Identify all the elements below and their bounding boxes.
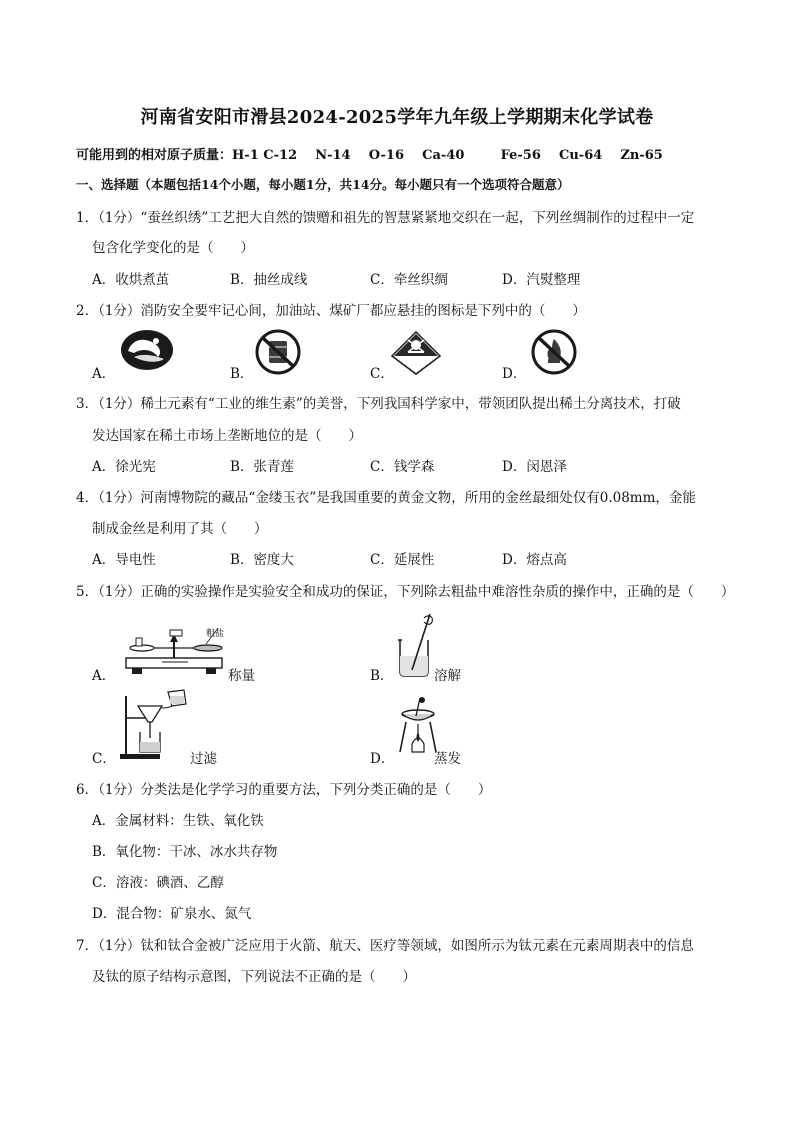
question-7-text: 7．（1分）钛和钛合金被广泛应用于火箭、航天、医疗等领域，如图所示为钛元素在元素周期表中的信息 xyxy=(76,938,694,954)
q5-option-c[interactable]: C． xyxy=(92,751,116,767)
q1-option-b[interactable]: B．抽丝成线 xyxy=(230,272,308,288)
q1-option-d[interactable]: D．汽熨整理 xyxy=(502,272,581,288)
q4-option-a[interactable]: A．导电性 xyxy=(92,552,156,568)
q3-option-b[interactable]: B．张青莲 xyxy=(230,459,294,475)
q5-caption-a: 称量 xyxy=(228,668,255,684)
q5-caption-d: 蒸发 xyxy=(434,751,461,767)
q2-option-c[interactable]: C． xyxy=(370,366,394,382)
question-5-text: 5．（1分）正确的实验操作是实验安全和成功的保证，下列除去粗盐中难溶性杂质的操作中，正确的是（ ） xyxy=(76,584,735,600)
section-heading: 一、选择题（本题包括14个小题，每小题1分，共14分。每小题只有一个选项符合题意） xyxy=(76,177,570,192)
mass-item: N-14 xyxy=(315,148,351,163)
q2-option-a[interactable]: A． xyxy=(92,366,116,382)
q3-option-c[interactable]: C．钱学森 xyxy=(370,459,435,475)
q2-option-b[interactable]: B． xyxy=(230,366,254,382)
q5-caption-c: 过滤 xyxy=(190,751,217,767)
mass-item: O-16 xyxy=(368,148,405,163)
q1-option-c[interactable]: C．牵丝织绸 xyxy=(370,272,448,288)
q2-option-d[interactable]: D． xyxy=(502,366,527,382)
q5-option-a[interactable]: A． xyxy=(92,668,116,684)
mass-item: Fe-56 xyxy=(500,148,541,163)
question-3-text: 3．（1分）稀土元素有“工业的维生素”的美誉，下列我国科学家中，带领团队提出稀土分离技术，打破 xyxy=(76,396,681,412)
evaporation-setup-icon xyxy=(396,696,440,760)
q6-option-b[interactable]: B．氧化物：干冰、冰水共存物 xyxy=(92,844,278,860)
question-4-text: 4．（1分）河南博物院的藏品“金缕玉衣”是我国重要的黄金文物，所用的金丝最细处仅有0.08mm，金能 xyxy=(76,490,696,506)
filtration-setup-icon xyxy=(118,688,194,760)
q4-option-b[interactable]: B．密度大 xyxy=(230,552,294,568)
no-fire-icon xyxy=(530,329,578,375)
corrosive-sign-icon xyxy=(120,329,174,371)
q3-option-a[interactable]: A．徐光宪 xyxy=(92,459,156,475)
q4-option-d[interactable]: D．熔点高 xyxy=(502,552,567,568)
question-3-text-cont: 发达国家在稀土市场上垄断地位的是（ ） xyxy=(92,428,362,444)
balance-label-crude-salt: 粗盐 xyxy=(206,629,225,639)
q6-option-a[interactable]: A．金属材料：生铁、氧化铁 xyxy=(92,813,264,829)
mass-item: C-12 xyxy=(263,148,298,163)
atomic-masses-label: 可能用到的相对原子质量： xyxy=(76,148,233,163)
question-2-text: 2．（1分）消防安全要牢记心间，加油站、煤矿厂都应悬挂的图标是下列中的（ ） xyxy=(76,303,586,319)
q1-option-a[interactable]: A．收烘煮茧 xyxy=(92,272,170,288)
q6-option-d[interactable]: D．混合物：矿泉水、氮气 xyxy=(92,906,252,922)
dissolving-beaker-icon xyxy=(394,612,434,678)
mass-item: Cu-64 xyxy=(559,148,603,163)
no-oil-drum-icon xyxy=(254,329,302,375)
question-4-text-cont: 制成金丝是利用了其（ ） xyxy=(92,521,268,537)
mass-item: Ca-40 xyxy=(422,148,465,163)
toxic-hazard-icon xyxy=(390,330,442,374)
question-7-text-cont: 及钛的原子结构示意图，下列说法不正确的是（ ） xyxy=(92,969,416,985)
question-1-text: 1．（1分）“蚕丝织绣”工艺把大自然的馈赠和祖先的智慧紧紧地交织在一起，下列丝绸制作的过程中一定 xyxy=(76,210,695,226)
q5-option-d[interactable]: D． xyxy=(370,751,395,767)
mass-item: Zn-65 xyxy=(620,148,663,163)
q5-caption-b: 溶解 xyxy=(434,668,461,684)
q6-option-c[interactable]: C．溶液：碘酒、乙醇 xyxy=(92,875,224,891)
q4-option-c[interactable]: C．延展性 xyxy=(370,552,435,568)
exam-title: 河南省安阳市滑县2024-2025学年九年级上学期期末化学试卷 xyxy=(140,107,654,128)
mass-item: H-1 xyxy=(232,148,259,163)
q3-option-d[interactable]: D．闵恩泽 xyxy=(502,459,567,475)
question-1-text-cont: 包含化学变化的是（ ） xyxy=(92,240,254,256)
question-6-text: 6．（1分）分类法是化学学习的重要方法，下列分类正确的是（ ） xyxy=(76,782,492,798)
atomic-masses xyxy=(76,144,663,163)
q5-option-b[interactable]: B． xyxy=(370,668,394,684)
